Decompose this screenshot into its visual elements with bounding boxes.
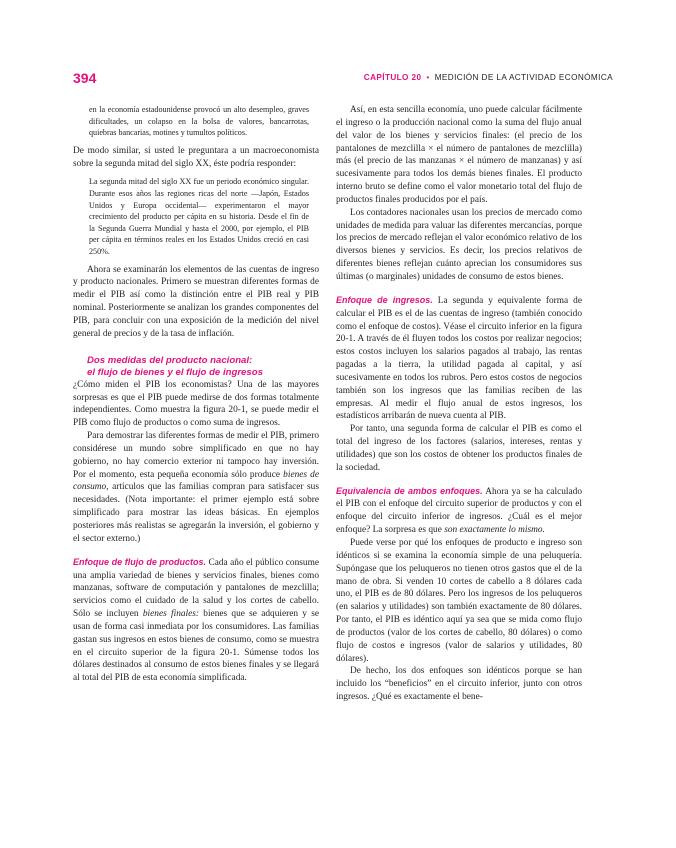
paragraph: Los contadores nacionales usan los precios de mercado como unidades de medida para valuar las diferentes mercancías, porque los precios de mercado reflejan el valor económico relativo de los diversos bienes y servicios. Es decir, los precios relativos de diferentes bienes reflejan cuánto aprecian los consumidores sus últimas (o marginales) unidades de consumo de estos bienes.	[336, 207, 582, 282]
separator-bullet: •	[426, 73, 430, 82]
paragraph: Puede verse por qué los enfoques de producto e ingreso son idénticos si se examina la economía simple de una peluquería. Supóngase que los peluqueros no tienen otros gastos que el de la mano de obra. Si venden 10 cortes de cabello a 8 dólares cada uno, el PIB es de 80 dólares. Pero los ingresos de los peluqueros (en salarios y utilidades) son también exactamente de 80 dólares. Por tanto, el PIB es idéntico aquí ya sea que se mida como flujo de productos (valor de los cortes de cabello, 80 dólares) o como flujo de costos e ingresos (valor de salarios y utilidades, 80 dólares).	[336, 538, 582, 664]
page-number: 394	[73, 70, 97, 86]
paragraph: Equivalencia de ambos enfoques. Ahora ya se ha calculado el PIB con el enfoque del circuito superior de productos y con el enfoque del circuito inferior de ingresos. ¿Cuál es el mejor enfoque? La sorpresa es que son exactamente lo mismo.	[336, 485, 582, 536]
page-header	[73, 70, 613, 90]
quote-continuation: en la economía estadounidense provocó un alto desempleo, graves dificultades, un colapso en la bolsa de valores, bancarrotas, quiebras bancarias, motines y tumultos políticos.	[89, 105, 309, 138]
run-in-heading: Enfoque de ingresos.	[336, 294, 433, 305]
paragraph: Por tanto, una segunda forma de calcular el PIB es como el total del ingreso de los factores (salarios, intereses, rentas y utilidades) que son los costos de obtener los productos finales de la sociedad.	[336, 424, 582, 473]
run-in-heading: Equivalencia de ambos enfoques.	[336, 485, 483, 496]
paragraph: Enfoque de flujo de productos. Cada año el público consume una amplia variedad de bienes y servicios finales, bienes como manzanas, software de computación y pantalones de mezclilla; servicios como el cuidado de la salud y los cortes de cabello. Sólo se incluyen bienes finales: bienes que se adquieren y se usan de forma casi inmediata por los consumidores. Las familias gastan sus ingresos en estos bienes de consumo, como se muestra en el circuito superior de la figura 20-1. Súmense todos los dólares destinados al consumo de estos bienes finales y se llegará al total del PIB de esta economía simplificada.	[73, 556, 320, 684]
paragraph: De modo similar, si usted le preguntara a un macroeconomista sobre la segunda mitad del siglo XX, éste podría responder:	[73, 145, 319, 169]
section-heading-line-2: el flujo de bienes y el flujo de ingresos	[87, 366, 263, 378]
block-quote: La segunda mitad del siglo XX fue un periodo económico singular. Durante esos años las regiones ricas del norte —Japón, Estados Unidos y Europa occidental— experimentaron el mayor crecimiento del producto per cápita en su historia. Desde el fin de la Segunda Guerra Mundial y hasta el 2000, por ejemplo, el PIB per cápita en términos reales en los Estados Unidos creció en casi 250%.	[89, 177, 309, 257]
paragraph: De hecho, los dos enfoques son idénticos porque se han incluido los “beneficios” en el circuito inferior, junto con otros ingresos. ¿Qué es exactamente el bene-	[336, 666, 582, 703]
section-heading	[87, 355, 319, 379]
run-in-heading: Enfoque de flujo de productos.	[73, 556, 207, 567]
paragraph: ¿Cómo miden el PIB los economistas? Una de las mayores sorpresas es que el PIB puede medirse de dos formas totalmente independientes. Como muestra la figura 20-1, se puede medir el PIB como flujo de productos o como suma de ingresos.	[73, 379, 319, 429]
chapter-label: CAPÍTULO 20	[363, 73, 422, 82]
paragraph: Ahora se examinarán los elementos de las cuentas de ingreso y producto nacionales. Primero se muestran diferentes formas de medir el PIB así como la distinción entre el PIB real y PIB nominal. Posteriormente se analizan los grandes componentes del PIB, para concluir con una exposición de la medición del nivel general de precios y de la tasa de inflación.	[73, 264, 319, 339]
paragraph: Así, en esta sencilla economía, uno puede calcular fácilmente el ingreso o la producción nacional como la suma del flujo anual del valor de los bienes y servicios finales: (el precio de los pantalones de mezclilla × el número de pantalones de mezclilla) más (el precio de las manzanas × el número de manzanas) y así sucesivamente para todos los demás bienes finales. El producto interno bruto se define como el valor monetario total del flujo de productos finales producidos por el país.	[336, 105, 582, 205]
chapter-title: MEDICIÓN DE LA ACTIVIDAD ECONÓMICA	[434, 73, 613, 82]
right-column	[336, 104, 582, 704]
paragraph: Para demostrar las diferentes formas de medir el PIB, primero considérese un mundo sobre simplificado en que no hay gobierno, no hay comercio exterior ni tampoco hay inversión. Por el momento, esta pequeña economía sólo produce bienes de consumo, artículos que las familias compran para satisfacer sus necesidades. (Nota importante: el primer ejemplo está sobre simplificado para mostrar las ideas básicas. En ejemplos posteriores más realistas se agregarán la inversión, el gobierno y el sector externo.)	[73, 431, 320, 544]
left-column	[73, 104, 319, 685]
section-heading-line-1: Dos medidas del producto nacional:	[87, 354, 253, 366]
paragraph: Enfoque de ingresos. La segunda y equivalente forma de calcular el PIB es el de las cuentas de ingreso (también conocido como el enfoque de costos). Véase el circuito inferior en la figura 20-1. A través de él fluyen todos los costos por realizar negocios; estos costos incluyen los salarios pagados al trabajo, las rentas pagadas a la tierra, la utilidad pagada al capital, y así sucesivamente en todos los rubros. Pero estos costos de negocios también son los ingresos que las familias reciben de las empresas. Al medir el flujo anual de estos ingresos, los estadísticos arribarán de nueva cuenta al PIB.	[336, 294, 582, 422]
running-head	[364, 73, 613, 82]
